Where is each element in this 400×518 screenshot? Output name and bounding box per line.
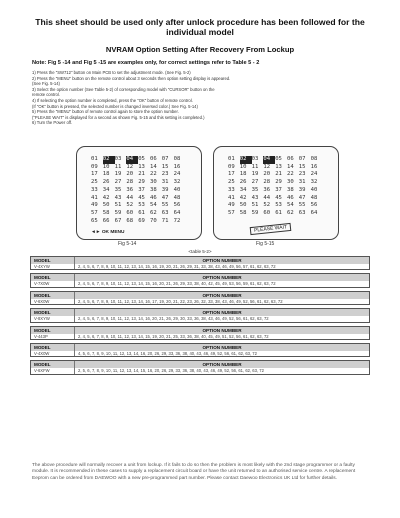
option-cell: 31 [161,179,169,186]
option-cell: 30 [286,179,294,186]
option-header: OPTION NUMBER [202,292,242,298]
model-header: MODEL [31,344,75,351]
option-cell: 01 [228,156,235,162]
option-cell: 20 [126,171,134,178]
option-cell: 23 [161,171,169,178]
option-cell: 20 [263,171,271,178]
option-cell: 40 [310,186,318,193]
option-numbers: 2, 4, 5, 6, 7, 8, 9, 10, 11, 12, 13, 14, 15, 16, 20, 21, 26, 29, 33, 38, 40, 42, 45, 49, 53, 56, 59, 61, 62, 63, 72 [78,281,276,287]
grid-row [228,210,322,218]
please-wait-message: PLEASE WAIT [250,223,292,235]
option-cell: 36 [126,186,134,193]
option-cell: 28 [126,179,134,186]
grid-row [228,164,322,172]
grid-row [91,218,185,226]
option-cell: 28 [263,179,271,186]
option-cell: 05 [138,156,145,162]
option-cell: 12 [126,163,134,170]
option-cell: 17 [91,171,98,178]
option-cell: 09 [91,163,98,170]
option-cell: 44 [126,194,134,201]
option-table [30,256,370,270]
option-cell: 13 [275,163,282,170]
grid-row [228,202,322,210]
option-cell: 63 [298,209,306,216]
option-cell: 55 [161,202,169,209]
option-cell: 34 [102,186,110,193]
grid-row [91,187,185,195]
option-table [30,360,370,374]
grid-row [228,156,322,164]
option-cell: 35 [114,186,122,193]
option-table [30,308,370,322]
option-cell: 33 [91,186,98,193]
option-cell: 50 [239,202,247,209]
option-cell: 61 [275,209,282,216]
option-cell: 02 [240,156,252,164]
option-cell: 14 [286,163,294,170]
step-line: 1) Press the "SW712" button on Main PCB to set the adjustment mode. (See Fig. 5-2) [32,70,191,75]
option-cell: 70 [149,217,157,224]
option-cell: 27 [114,179,122,186]
model-name: V-6X0W [31,299,75,304]
option-cell: 15 [298,163,306,170]
option-numbers: 2, 4, 5, 6, 7, 8, 9, 10, 11, 12, 13, 14, 16, 20, 21, 26, 29, 30, 33, 36, 38, 43, 46, 49, 52, 56, 61, 62, 63, 72 [78,316,269,322]
option-cell: 47 [298,194,306,201]
option-cell: 64 [173,209,181,216]
option-number-grid [228,156,322,218]
option-number-grid [91,156,185,225]
step-line: 6) Turn the Power off. [32,120,73,126]
option-numbers: 2, 4, 5, 6, 7, 8, 9, 10, 11, 12, 13, 14, 16, 17, 19, 20, 21, 22, 23, 26, 32, 33, 38, 43, 46, 49, 52, 56, 61, 62, 63, 72 [78,298,283,304]
option-cell: 36 [263,186,271,193]
option-table [30,343,370,357]
model-header: MODEL [31,292,75,299]
option-cell: 41 [91,194,98,201]
option-cell: 48 [310,194,318,201]
option-cell: 32 [173,179,181,186]
option-cell: 40 [173,186,181,193]
model-name: V-6XFW [31,368,75,373]
option-cell: 60 [126,209,134,216]
option-cell: 30 [149,179,157,186]
grid-row [91,179,185,187]
option-cell: 26 [239,179,247,186]
option-cell: 43 [251,194,259,201]
step-line: remote control. [32,92,60,98]
option-cell: 05 [275,156,282,162]
option-tables [30,256,370,378]
option-cell: 07 [298,156,306,162]
option-cell: 11 [251,163,259,170]
table-caption: <table 5-2> [188,249,212,254]
option-cell: 21 [138,171,145,178]
option-header: OPTION NUMBER [202,345,242,351]
option-cell: 01 [91,156,98,162]
option-cell: 31 [298,179,306,186]
step-line: 2) Press the "MENU" button on the remote control about 3 seconds then option setting display is appeared. [32,75,231,81]
page-subtitle: NVRAM Option Setting After Recovery From Lockup [105,45,295,54]
option-cell: 16 [310,163,318,170]
option-cell: 51 [114,202,122,209]
option-cell: 03 [251,156,259,162]
option-header: OPTION NUMBER [202,310,242,316]
grid-row [91,210,185,218]
option-header: OPTION NUMBER [202,362,242,368]
option-cell: 10 [239,163,247,170]
option-cell: 72 [173,217,181,224]
option-cell: 35 [251,186,259,193]
step-line: (If "OK" button is pressed, the selected number is changed inversed color.) See Fig. 5-14) [32,103,198,109]
menu-hint: ◄► OK MENU [91,230,125,235]
model-name: V-4XYW [31,264,75,269]
option-cell: 44 [263,194,271,201]
option-cell: 58 [102,209,110,216]
option-cell: 52 [263,202,271,209]
model-header: MODEL [31,361,75,368]
option-table [30,273,370,287]
option-cell: 53 [275,202,282,209]
step-line: ("PLEASE WAIT" is displayed for a second as shown Fig. 5-15 and this setting is completed.) [32,114,205,120]
option-cell: 68 [126,217,134,224]
step-line: (See Fig. 5-14) [32,81,60,87]
option-cell: 58 [239,209,247,216]
grid-row [228,187,322,195]
option-cell: 51 [251,202,259,209]
option-cell: 54 [286,202,294,209]
grid-row [228,179,322,187]
model-header: MODEL [31,257,75,264]
option-cell: 43 [114,194,122,201]
option-table [30,291,370,305]
option-cell: 37 [138,186,145,193]
option-cell: 08 [310,156,318,162]
option-cell: 19 [251,171,259,178]
option-cell: 18 [239,171,247,178]
option-cell: 04 [126,156,138,164]
option-cell: 14 [149,163,157,170]
grid-row [91,195,185,203]
option-cell: 37 [275,186,282,193]
option-cell: 57 [91,209,98,216]
option-cell: 46 [286,194,294,201]
option-cell: 22 [286,171,294,178]
grid-row [91,164,185,172]
option-cell: 16 [173,163,181,170]
option-cell: 39 [161,186,169,193]
option-cell: 25 [228,179,235,186]
option-cell: 29 [138,179,145,186]
option-cell: 45 [275,194,282,201]
note-text: Note: Fig 5 -14 and Fig 5 -15 are examples only, for correct settings refer to Table 5 - 2 [32,60,260,66]
option-cell: 45 [138,194,145,201]
option-cell: 04 [263,156,275,164]
heading-line-2: individual model [166,27,234,37]
option-header: OPTION NUMBER [202,258,242,263]
option-cell: 50 [102,202,110,209]
option-cell: 53 [138,202,145,209]
option-cell: 13 [138,163,145,170]
option-numbers: 2, 4, 5, 6, 7, 8, 9, 10, 11, 12, 13, 14, 15, 19, 20, 21, 25, 33, 36, 38, 40, 45, 49, 51, 52, 56, 61, 62, 63, 72 [78,333,269,339]
model-name: V-7X0W [31,281,75,286]
option-cell: 56 [310,202,318,209]
option-cell: 48 [173,194,181,201]
option-cell: 24 [310,171,318,178]
option-cell: 02 [103,156,115,164]
option-cell: 19 [114,171,122,178]
grid-row [91,156,185,164]
option-cell: 17 [228,171,235,178]
option-cell: 18 [102,171,110,178]
option-cell: 06 [286,156,294,162]
option-cell: 41 [228,194,235,201]
option-cell: 26 [102,179,110,186]
option-cell: 32 [310,179,318,186]
step-line: 5) Press the "MENU" button of remote control again to store the option number. [32,109,179,115]
footer-note: The above procedure will normally recover a unit from lockup. If it fails to do so then the problem is most likely with the 2nd stage programmer or a faulty module. It is recommended in these cases to supply a replacement circuit board or have the unit returned to an authorised service centre. A replacement Eeprom can be ordered from DAEWOO with a new pre-programmed part number. Please contact Daewoo Electronics UK Ltd for further details. [32,463,356,481]
option-cell: 15 [161,163,169,170]
option-cell: 67 [114,217,122,224]
figure-caption-5-14: Fig 5-14 [118,241,137,247]
procedure-steps [32,70,372,126]
model-header: MODEL [31,309,75,316]
option-cell: 47 [161,194,169,201]
model-header: MODEL [31,274,75,281]
option-cell: 62 [286,209,294,216]
option-cell: 46 [149,194,157,201]
option-cell: 59 [251,209,259,216]
option-cell: 25 [91,179,98,186]
grid-row [91,202,185,210]
option-cell: 69 [138,217,145,224]
option-cell: 65 [91,217,98,224]
option-cell: 09 [228,163,235,170]
option-table [30,326,370,340]
option-numbers: 4, 5, 6, 7, 8, 9, 10, 11, 12, 13, 14, 16, 20, 26, 29, 33, 36, 38, 40, 43, 46, 49, 52, 56, 61, 62, 63, 72 [78,351,257,357]
option-cell: 54 [149,202,157,209]
option-cell: 24 [173,171,181,178]
step-line: 3) Select the option number (See Table 5-2) of corresponding model with "CURSOR" button on the [32,86,215,92]
option-cell: 06 [149,156,157,162]
option-cell: 62 [149,209,157,216]
option-cell: 11 [114,163,122,170]
heading-line-1: This sheet should be used only after unlock procedure has been followed for the [35,17,365,27]
option-numbers: 2, 4, 5, 6, 7, 8, 9, 10, 11, 12, 13, 14, 15, 16, 19, 20, 21, 26, 29, 31, 33, 38, 43, 46, 49, 56, 57, 61, 62, 63, 72 [78,264,276,269]
option-cell: 38 [149,186,157,193]
option-cell: 07 [161,156,169,162]
grid-row [228,171,322,179]
option-screen-fig-5-15 [213,146,339,240]
option-cell: 21 [275,171,282,178]
option-header: OPTION NUMBER [202,327,242,333]
option-cell: 52 [126,202,134,209]
option-cell: 08 [173,156,181,162]
option-cell: 22 [149,171,157,178]
option-cell: 29 [275,179,282,186]
option-cell: 61 [138,209,145,216]
option-cell: 39 [298,186,306,193]
model-header: MODEL [31,327,75,334]
option-numbers: 2, 5, 6, 7, 8, 9, 10, 11, 12, 13, 14, 15, 16, 20, 26, 29, 33, 36, 38, 40, 43, 46, 49, 52, 56, 61, 62, 63, 72 [78,368,264,374]
option-header: OPTION NUMBER [202,275,242,281]
grid-row [228,195,322,203]
option-screen-fig-5-14 [76,146,202,240]
option-cell: 49 [91,202,98,209]
option-cell: 49 [228,202,235,209]
option-cell: 55 [298,202,306,209]
model-name: V-443P [31,334,75,339]
option-cell: 59 [114,209,122,216]
option-cell: 64 [310,209,318,216]
option-cell: 03 [114,156,122,162]
option-cell: 56 [173,202,181,209]
page-heading [0,17,400,37]
option-cell: 12 [263,163,271,170]
grid-row [91,171,185,179]
option-cell: 10 [102,163,110,170]
option-cell: 42 [102,194,110,201]
option-cell: 57 [228,209,235,216]
option-cell: 71 [161,217,169,224]
option-cell: 60 [263,209,271,216]
option-cell: 34 [239,186,247,193]
option-cell: 38 [286,186,294,193]
option-cell: 33 [228,186,235,193]
option-cell: 23 [298,171,306,178]
model-name: V-8XYW [31,316,75,321]
option-cell: 27 [251,179,259,186]
step-line: 4) If selecting the option number is completed, press the "OK" button of remote control. [32,97,193,103]
option-cell: 42 [239,194,247,201]
figure-caption-5-15: Fig 5-15 [256,241,275,247]
option-cell: 63 [161,209,169,216]
option-cell: 66 [102,217,110,224]
model-name: V-4X0W [31,351,75,356]
